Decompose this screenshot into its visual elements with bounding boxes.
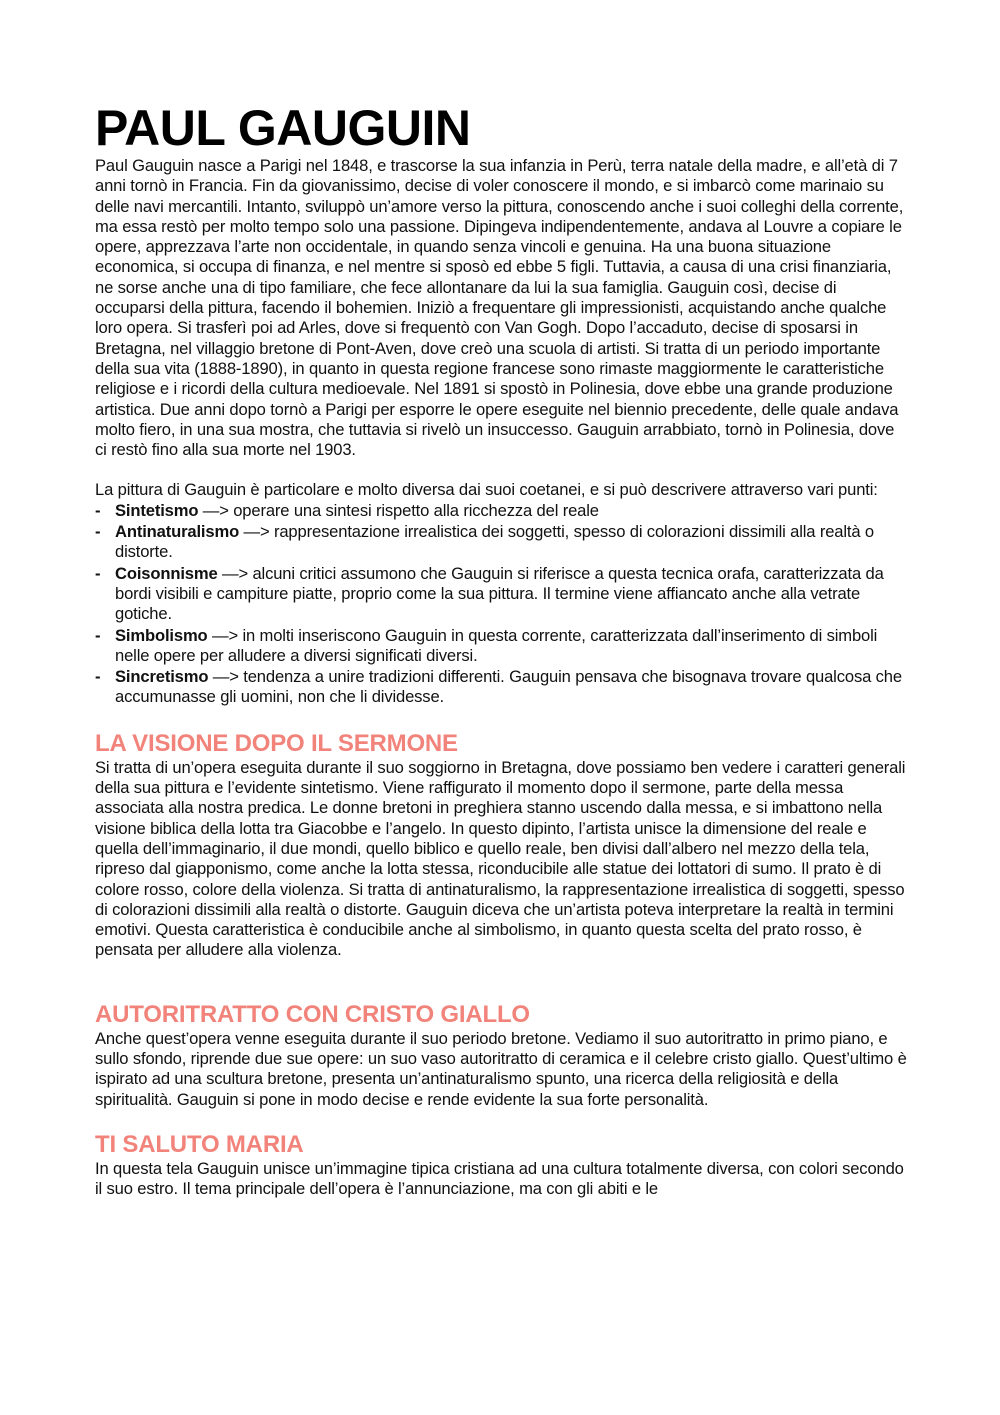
bullet-dash: - (95, 522, 101, 542)
point-term: Coisonnisme (115, 563, 218, 583)
list-item (95, 522, 910, 563)
section-heading-visione: LA VISIONE DOPO IL SERMONE (95, 729, 458, 757)
point-term: Antinaturalismo (115, 522, 240, 542)
list-item (95, 501, 910, 521)
section-heading-autoritratto: AUTORITRATTO CON CRISTO GIALLO (95, 1000, 530, 1028)
list-item (95, 564, 910, 625)
section-body-visione: Si tratta di un’opera eseguita durante il suo soggiorno in Bretagna, dove possiamo ben vedere i caratteri generali della sua pittura e l’evidente sintetismo. Viene raffigurato il momento dopo il sermone, parte della messa associata alla nostra predica. Le donne bretoni in preghiera stanno uscendo dalla messa, e si imbattono nella visione biblica della lotta tra Giacobbe e l’angelo. In questo dipinto, l’artista unisce la dimensione del reale e quella dell’immaginario, il due mondi, quello biblico e quello reale, ben divisi dall’albero nel mezzo della tela, ripreso dal giapponismo, come anche la lotta stessa, riconducibile alle statue dei lottatori di sumo. Il prato è di colore rosso, colore della violenza. Si tratta di antinaturalismo, la rappresentazione irrealistica di soggetti, spesso di colorazioni dissimili alla realtà o distorte. Gauguin diceva che un’artista poteva interpretare la realtà in termini emotivi. Questa caratteristica è conducibile anche al simbolismo, in quanto questa scelta del prato rosso, è pensata per alludere alla violenza. (95, 757, 906, 960)
bullet-dash: - (95, 667, 101, 687)
list-item (95, 626, 910, 667)
point-term: Sintetismo (115, 500, 199, 520)
point-text: —> tendenza a unire tradizioni differenti. Gauguin pensava che bisognava trovare qualcosa che accumunasse gli uomini, non che li dividesse. (115, 667, 902, 707)
style-intro-paragraph: La pittura di Gauguin è particolare e molto diversa dai suoi coetanei, e si può descrivere attraverso vari punti: (95, 480, 878, 500)
list-item (95, 667, 910, 708)
point-text: —> rappresentazione irrealistica dei soggetti, spesso di colorazioni dissimili alla realtà o distorte. (115, 522, 874, 562)
point-text: —> in molti inseriscono Gauguin in questa corrente, caratterizzata dall’inserimento di simboli nelle opere per alludere a diversi significati diversi. (115, 625, 878, 665)
intro-paragraph: Paul Gauguin nasce a Parigi nel 1848, e trascorse la sua infanzia in Perù, terra natale della madre, e all’età di 7 anni tornò in Francia. Fin da giovanissimo, decise di voler conoscere il mondo, e si imbarcò come marinaio su delle navi mercantili. Intanto, sviluppò un’amore verso la pittura, conoscendo anche i suoi colleghi della corrente, ma essa restò per molto tempo solo una passione. Dipingeva indipendentemente, andava al Louvre a copiare le opere, apprezzava l’arte non occidentale, in quando senza vincoli e genuina. Ha una buona situazione economica, si occupa di finanza, e nel mentre si sposò ed ebbe 5 figli. Tuttavia, a causa di una crisi finanziaria, ne sorse anche una di tipo familiare, che fece allontanare da lui la sua famiglia. Gauguin così, decise di occuparsi della pittura, facendo il bohemien. Iniziò a frequentare gli impressionisti, acquistando anche qualche loro opera. Si trasferì poi ad Arles, dove si frequentò con Van Gogh. Dopo l’accaduto, decise di sposarsi in Bretagna, nel villaggio bretone di Pont-Aven, dove creò una scuola di artisti. Si tratta di un periodo importante della sua vita (1888-1890), in quanto in questa regione francese sono rimaste maggiormente le caratteristiche religiose e i ricordi della cultura medioevale. Nel 1891 si spostò in Polinesia, dove ebbe una grande produzione artistica. Due anni dopo tornò a Parigi per esporre le opere eseguite nel biennio precedente, delle quale andava molto fiero, in una sua mostra, che tuttavia si rivelò un insuccesso. Gauguin arrabbiato, tornò in Polinesia, dove ci restò fino alla sua morte nel 1903. (95, 156, 904, 460)
bullet-dash: - (95, 563, 101, 583)
page-title: PAUL GAUGUIN (95, 100, 471, 156)
section-heading-ti-saluto-maria: TI SALUTO MARIA (95, 1130, 304, 1158)
style-points-list (95, 501, 910, 708)
point-term: Simbolismo (115, 625, 208, 645)
section-body-ti-saluto-maria: In questa tela Gauguin unisce un’immagine tipica cristiana ad una cultura totalmente diversa, con colori secondo il suo estro. Il tema principale dell’opera è l’annunciazione, ma con gli abiti e le (95, 1158, 904, 1199)
bullet-dash: - (95, 625, 101, 645)
document-page (95, 100, 910, 1199)
bullet-dash: - (95, 500, 101, 520)
point-text: —> alcuni critici assumono che Gauguin si riferisce a questa tecnica orafa, caratterizzata da bordi visibili e campiture piatte, proprio come la sua pittura. Il termine viene affiancato anche alla vetrate gotiche. (115, 563, 884, 624)
section-body-autoritratto: Anche quest’opera venne eseguita durante il suo periodo bretone. Vediamo il suo autoritratto in primo piano, e sullo sfondo, riprende due sue opere: un suo vaso autoritratto di ceramica e il celebre cristo giallo. Quest’ultimo è ispirato ad una scultura bretone, presenta un’antinaturalismo spunto, una ricerca della religiosità e della spiritualità. Gauguin si pone in modo decise e rende evidente la sua forte personalità. (95, 1028, 907, 1109)
point-term: Sincretismo (115, 667, 209, 687)
point-text: —> operare una sintesi rispetto alla ricchezza del reale (198, 500, 599, 520)
